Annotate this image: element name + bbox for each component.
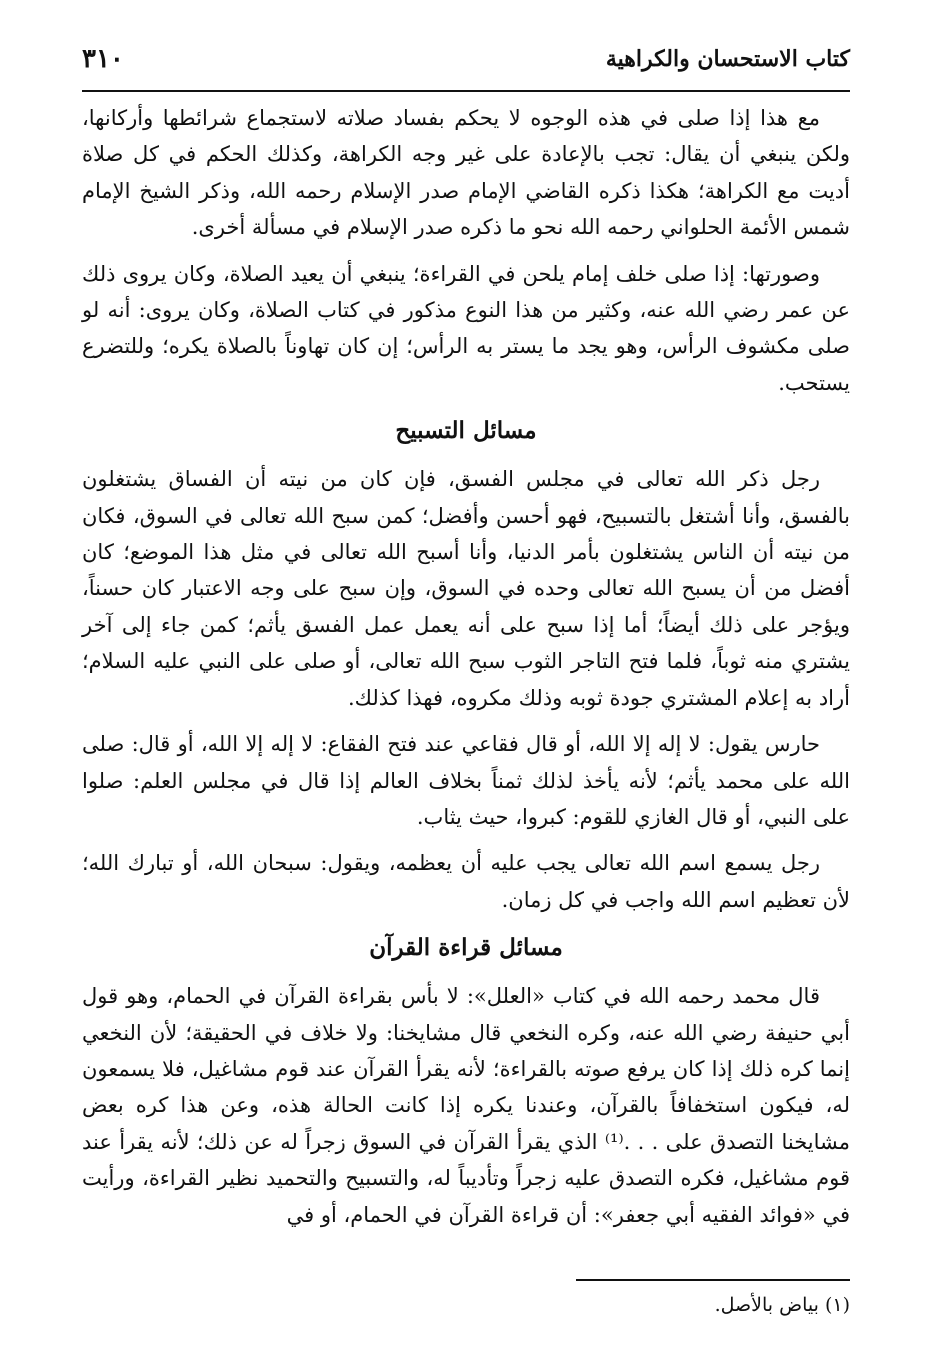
section-heading: مسائل التسبيح	[395, 417, 537, 445]
paragraph: قال محمد رحمه الله في كتاب «العلل»: لا بأس بقراءة القرآن في الحمام، وهو قول أبي حنيفة رضي الله عنه، وكره النخعي قال مشايخنا: ولا خلاف في الحقيقة؛ لأن النخعي إنما كره ذلك إذا كان يرفع صوته بالقراءة؛ لأنه يقرأ القرآن عند قوم مشاغيل، فلا يسمعون له، فيكون استخفافاً بالقرآن، وعندنا يكره إذا كانت الحالة هذه، وعن هذا كره بعض مشايخنا التصدق على . . .⁽¹⁾ الذي يقرأ القرآن في السوق زجراً له عن ذلك؛ لأنه يقرأ عند قوم مشاغيل، فكره التصدق عليه زجراً وتأديباً له، والتسبيح والتحميد نظير القراءة، ورأيت في «فوائد الفقيه أبي جعفر»: أن قراءة القرآن في الحمام، أو في	[82, 984, 850, 1227]
page-body	[82, 100, 850, 1233]
footnote: (١) بياض بالأصل.	[714, 1294, 850, 1316]
running-header	[82, 40, 850, 90]
chapter-title: كتاب الاستحسان والكراهية	[605, 46, 850, 72]
footnote-rule	[576, 1279, 850, 1281]
paragraph: مع هذا إذا صلى في هذه الوجوه لا يحكم بفساد صلاته لاستجماع شرائطها وأركانها، ولكن ينبغي أن يقال: تجب بالإعادة على غير وجه الكراهة، وكذلك الحكم في كل صلاة أديت مع الكراهة؛ هكذا ذكره القاضي الإمام صدر الإسلام رحمه الله، وذكر الشيخ الإمام شمس الأئمة الحلواني رحمه الله نحو ما ذكره صدر الإسلام في مسألة أخرى.	[82, 106, 850, 240]
paragraph: حارس يقول: لا إله إلا الله، أو قال فقاعي عند فتح الفقاع: لا إله إلا الله، أو قال: صلى الله على محمد يأثم؛ لأنه يأخذ لذلك ثمناً بخلاف العالم إذا قال في مجلس العلم: صلوا على النبي، أو قال الغازي للقوم: كبروا، حيث يثاب.	[82, 732, 850, 829]
paragraph: رجل ذكر الله تعالى في مجلس الفسق، فإن كان من نيته أن الفساق يشتغلون بالفسق، وأنا أشتغل بالتسبيح، فهو أحسن وأفضل؛ كمن سبح الله تعالى في السوق، فكان من نيته أن الناس يشتغلون بأمر الدنيا، وأنا أسبح الله تعالى في مثل هذا الموضع؛ كان أفضل من أن يسبح الله تعالى وحده في السوق، وإن سبح على وجه الاعتبار كان حسناً، ويؤجر على ذلك أيضاً؛ أما إذا سبح على أنه يعمل عمل الفسق يأثم؛ كمن جاء إلى آخر يشتري منه ثوباً، فلما فتح التاجر الثوب سبح الله تعالى، أو صلى على النبي عليه السلام؛ أراد به إعلام المشتري جودة ثوبه وذلك مكروه، فهذا كذلك.	[82, 467, 850, 710]
section-heading: مسائل قراءة القرآن	[369, 934, 563, 962]
page-number: ٣١٠	[82, 44, 124, 74]
paragraph-gap	[82, 246, 850, 256]
header-rule	[82, 90, 850, 92]
paragraph: وصورتها: إذا صلى خلف إمام يلحن في القراءة؛ ينبغي أن يعيد الصلاة، وكان يروى ذلك عن عمر رضي الله عنه، وكثير من هذا النوع مذكور في كتاب الصلاة، وكان يروى: أنه لو صلى مكشوف الرأس، وهو يجد ما يستر به الرأس؛ إن كان تهاوناً بالصلاة يكره؛ وللتضرع يستحب.	[82, 261, 850, 395]
paragraph: رجل يسمع اسم الله تعالى يجب عليه أن يعظمه، ويقول: سبحان الله، أو تبارك الله؛ لأن تعظيم اسم الله واجب في كل زمان.	[82, 851, 850, 912]
paragraph-gap	[82, 835, 850, 845]
paragraph-gap	[82, 716, 850, 726]
